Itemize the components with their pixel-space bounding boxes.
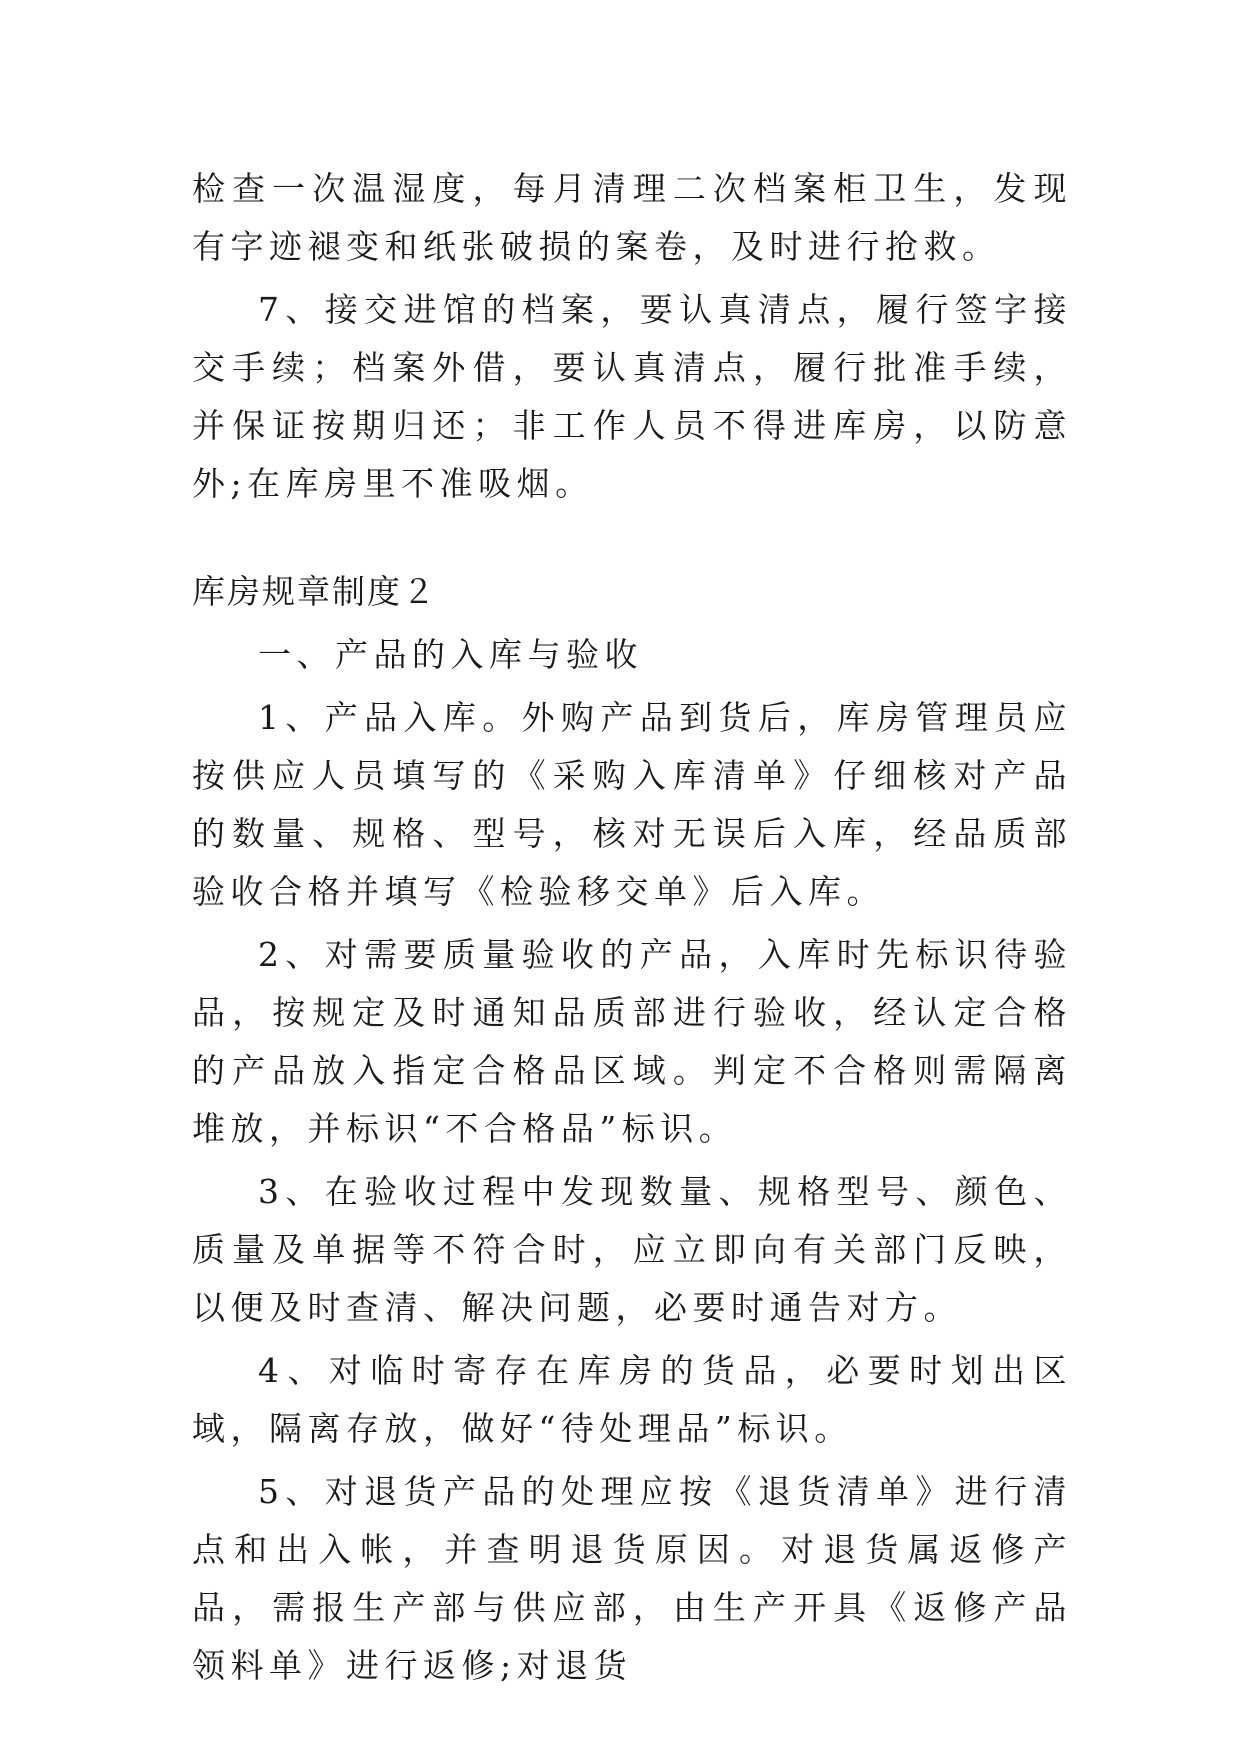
list-item-2: 2、对需要质量验收的产品，入库时先标识待验品，按规定及时通知品质部进行验收，经认定合格的产品放入指定合格品区域。判定不合格则需隔离堆放，并标识“不合格品”标识。	[192, 935, 1072, 1148]
list-item-4: 4、对临时寄存在库房的货品，必要时划出区域，隔离存放，做好“待处理品”标识。	[192, 1351, 1072, 1448]
section-title: 库房规章制度２	[192, 572, 437, 611]
list-item-3: 3、在验收过程中发现数量、规格型号、颜色、质量及单据等不符合时，应立即向有关部门反映，以便及时查清、解决问题，必要时通告对方。	[192, 1172, 1072, 1327]
document-body	[192, 160, 1072, 1700]
list-item-1: 1、产品入库。外购产品到货后，库房管理员应按供应人员填写的《采购入库清单》仔细核对产品的数量、规格、型号，核对无误后入库，经品质部验收合格并填写《检验移交单》后入库。	[192, 698, 1072, 911]
paragraph-continuation: 检查一次温湿度，每月清理二次档案柜卫生，发现有字迹褪变和纸张破损的案卷，及时进行抢救。	[192, 169, 1072, 266]
paragraph-item-7: 7、接交进馆的档案，要认真清点，履行签字接交手续；档案外借，要认真清点，履行批准手续，并保证按期归还；非工作人员不得进库房，以防意外;在库房里不准吸烟。	[192, 290, 1072, 503]
list-item-5: 5、对退货产品的处理应按《退货清单》进行清点和出入帐，并查明退货原因。对退货属返修产品，需报生产部与供应部，由生产开具《返修产品领料单》进行返修;对退货	[192, 1472, 1072, 1685]
subheading: 一、产品的入库与验收	[258, 635, 643, 674]
